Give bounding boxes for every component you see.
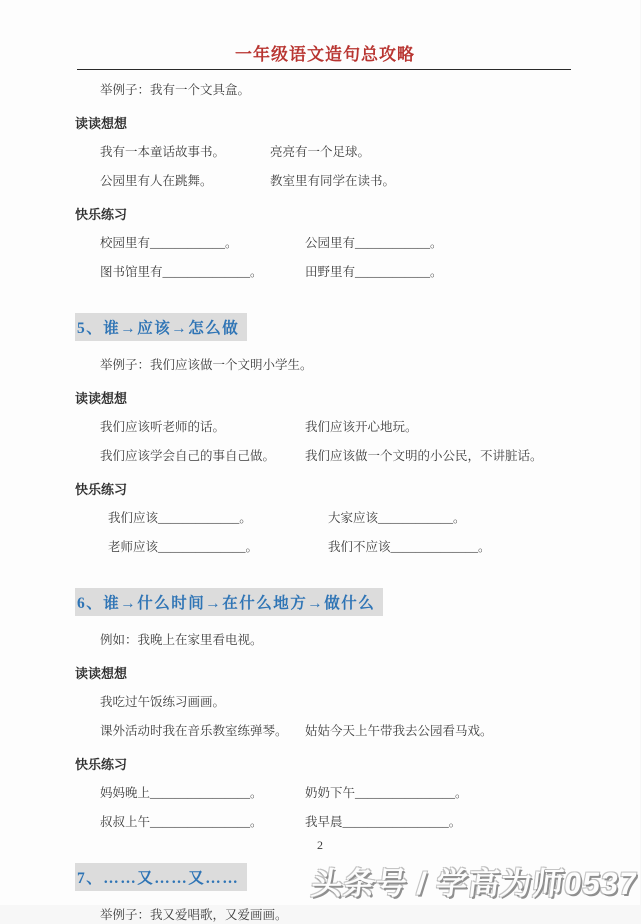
page-number: 2: [317, 838, 323, 852]
sentence-left: 我有一本童话故事书。: [100, 145, 226, 159]
fill-blank-right: 奶奶下午________________。: [305, 786, 468, 800]
fill-blank-left: 老师应该______________。: [108, 540, 259, 554]
sentence-right: 我们应该开心地玩。: [305, 420, 418, 434]
sentence-row: [100, 419, 575, 436]
watermark: 头条号 / 学高为师0537: [309, 866, 640, 901]
sentence-row: [100, 694, 575, 711]
example-sentence: 举例子：我又爱唱歌，又爱画画。: [100, 908, 288, 922]
fill-blank-left: 我们应该_____________。: [108, 511, 252, 525]
sentence-right: 姑姑今天上午带我去公园看马戏。: [305, 724, 493, 738]
page-title: 一年级语文造句总攻略: [235, 45, 415, 64]
fill-blank-row: [100, 785, 575, 802]
sentence-left: 公园里有人在跳舞。: [100, 174, 213, 188]
sentence-left: 我吃过午饭练习画画。: [100, 695, 226, 709]
practice-label: 快乐练习: [75, 482, 128, 497]
practice-label: 快乐练习: [75, 757, 128, 772]
fill-blank-left: 叔叔上午________________。: [100, 815, 263, 829]
fill-blank-left: 图书馆里有______________。: [100, 265, 263, 279]
fill-blank-right: 我早晨_________________。: [305, 815, 462, 829]
fill-blank-right: 田野里有____________。: [305, 265, 443, 279]
sentence-right: 我们应该做一个文明的小公民，不讲脏话。: [305, 449, 543, 463]
sentence-row: [100, 173, 575, 190]
sentence-row: [100, 448, 575, 465]
fill-blank-row: [108, 510, 575, 527]
section-heading-6: 6、谁→什么时间→在什么地方→做什么: [75, 588, 383, 616]
read-think-label: 读读想想: [75, 116, 128, 131]
example-sentence: 举例子：我们应该做一个文明小学生。: [100, 358, 313, 372]
practice-label: 快乐练习: [75, 207, 128, 222]
fill-blank-row: [100, 264, 575, 281]
fill-blank-row: [100, 814, 575, 831]
read-think-label: 读读想想: [75, 666, 128, 681]
fill-blank-row: [108, 539, 575, 556]
sentence-right: 亮亮有一个足球。: [270, 145, 371, 159]
read-think-label: 读读想想: [75, 391, 128, 406]
fill-blank-left: 校园里有____________。: [100, 236, 238, 250]
fill-blank-left: 妈妈晚上________________。: [100, 786, 263, 800]
sentence-right: 教室里有同学在读书。: [270, 174, 396, 188]
fill-blank-right: 大家应该____________。: [328, 511, 466, 525]
sentence-row: [100, 144, 575, 161]
section-heading-5: 5、谁→应该→怎么做: [75, 313, 247, 341]
sentence-left: 我们应该学会自己的事自己做。: [100, 449, 276, 463]
example-sentence: 例如：我晚上在家里看电视。: [100, 633, 263, 647]
sentence-row: [100, 723, 575, 740]
fill-blank-row: [100, 235, 575, 252]
title-underline: [77, 69, 571, 70]
fill-blank-right: 我们不应该______________。: [328, 540, 491, 554]
fill-blank-right: 公园里有____________。: [305, 236, 443, 250]
sentence-left: 我们应该听老师的话。: [100, 420, 226, 434]
example-sentence: 举例子：我有一个文具盒。: [100, 83, 251, 97]
section-heading-7: 7、……又……又……: [75, 863, 247, 891]
sentence-left: 课外活动时我在音乐教室练弹琴。: [100, 724, 288, 738]
